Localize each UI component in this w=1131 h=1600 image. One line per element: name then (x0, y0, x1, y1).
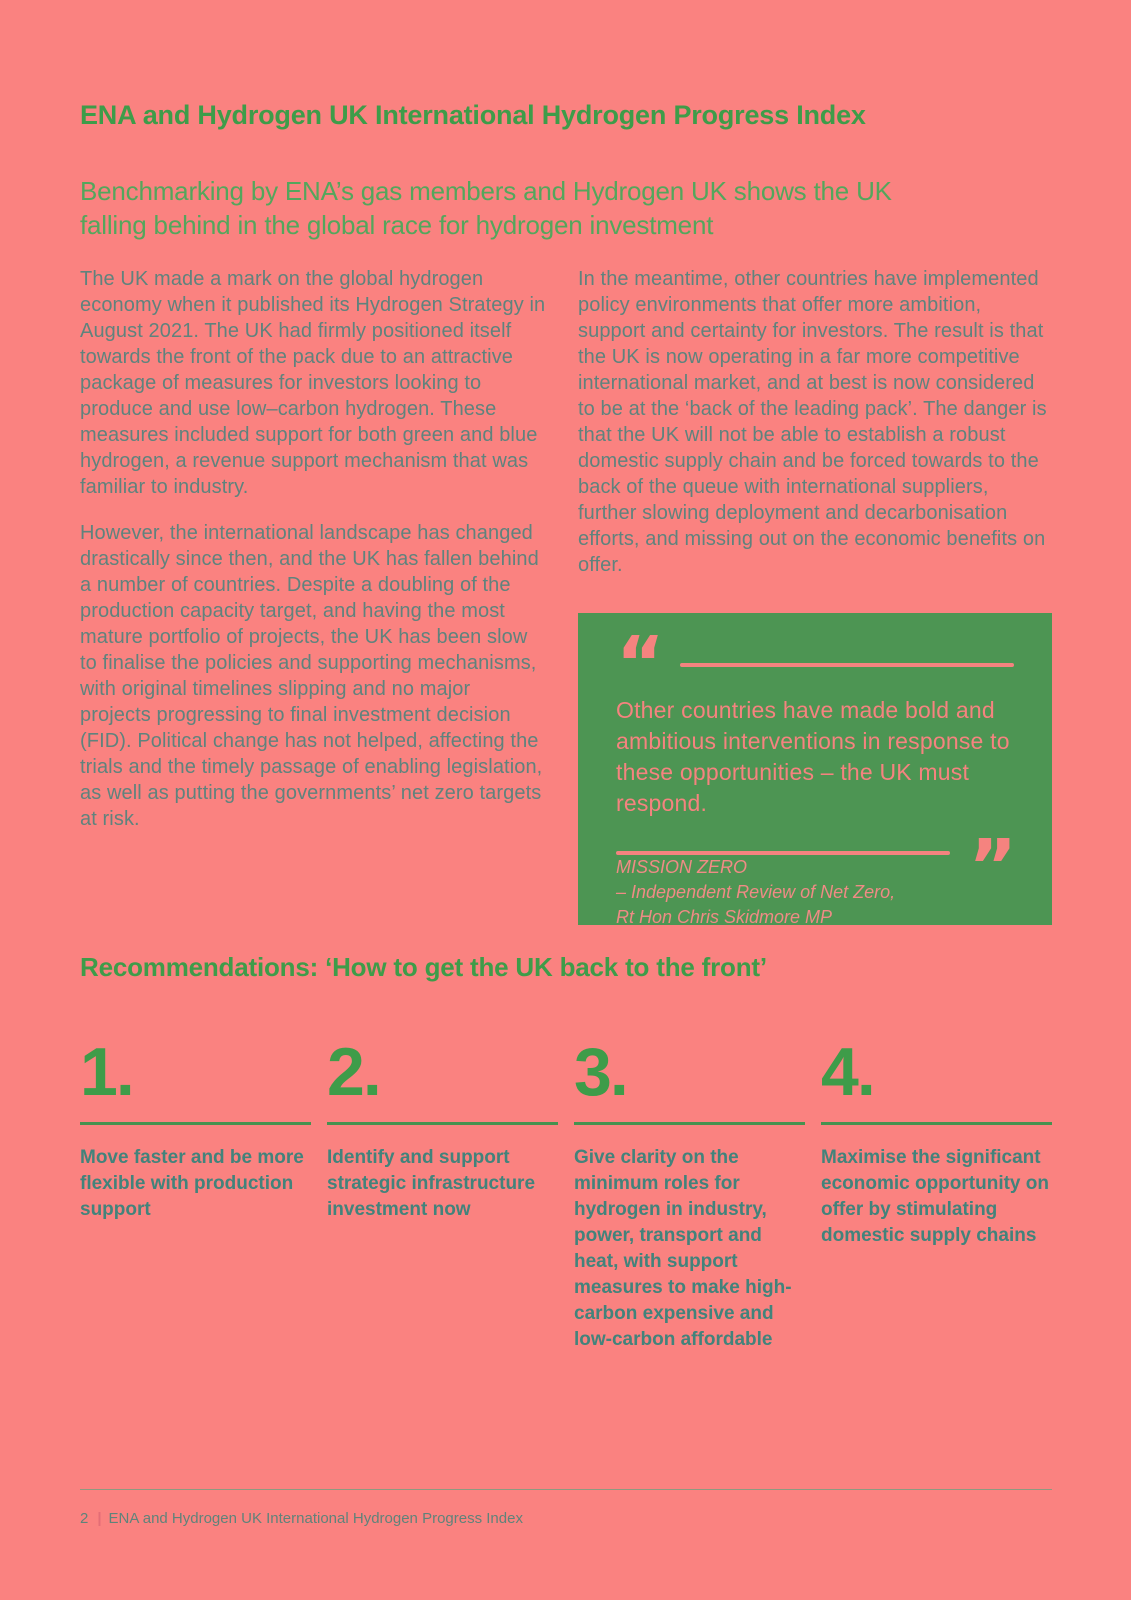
quote-text: Other countries have made bold and ambitious interventions in response to these opportunities – the UK must respond. (616, 697, 1010, 816)
quote-source-detail-2: Rt Hon Chris Skidmore MP (616, 907, 833, 927)
quote-top-rule (680, 663, 1014, 667)
footer-separator: | (97, 1510, 102, 1527)
recommendation-rule-3 (574, 1122, 805, 1125)
recommendation-number-4: 4. (821, 1034, 874, 1110)
intro-left-column (80, 266, 546, 852)
intro-paragraph-2: However, the international landscape has changed drastically since then, and the UK has fallen behind a number of countries. Despite a doubling of the production capacity target, and having the most mature portfolio of projects, the UK has been slow to finalise the policies and supporting mechanisms, with original timelines slipping and no major projects progressing to final investment decision (FID). Political change has not helped, affecting the trials and the timely passage of enabling legislation, as well as putting the governments’ net zero targets at risk. (80, 522, 543, 830)
recommendation-item-4 (821, 1032, 1052, 1353)
recommendation-item-3 (574, 1032, 805, 1353)
intro-paragraph-3: In the meantime, other countries have implemented policy environments that offer more ambition, support and certainty for investors. The result is that the UK is now operating in a far more competitive international market, and at best is now considered to be at the ‘back of the leading pack’. The danger is that the UK will not be able to establish a robust domestic supply chain and be forced towards to the back of the queue with international suppliers, further slowing deployment and decarbonisation efforts, and missing out on the economic benefits on offer. (578, 268, 1047, 576)
footer-page-number: 2 (80, 1510, 89, 1527)
page-title: ENA and Hydrogen UK International Hydrogen Progress Index (80, 100, 866, 130)
recommendation-text-1: Move faster and be more flexible with production support (80, 1147, 304, 1220)
pull-quote-box (578, 613, 1052, 925)
page-subtitle (80, 174, 1060, 242)
subtitle-line-2: falling behind in the global race for hydrogen investment (80, 210, 714, 240)
quote-attribution (616, 855, 956, 930)
recommendation-text-4: Maximise the significant economic opportunity on offer by stimulating domestic supply chains (821, 1147, 1049, 1246)
open-quote-icon: “ (616, 621, 662, 707)
recommendations-heading: Recommendations: ‘How to get the UK back to the front’ (80, 952, 767, 982)
footer (80, 1510, 523, 1527)
subtitle-line-1: Benchmarking by ENA’s gas members and Hydrogen UK shows the UK (80, 176, 892, 206)
recommendation-text-3: Give clarity on the minimum roles for hydrogen in industry, power, transport and heat, with support measures to make high-carbon expensive and low-carbon affordable (574, 1147, 792, 1350)
recommendation-item-2 (327, 1032, 558, 1353)
footer-divider (80, 1489, 1052, 1490)
recommendation-rule-4 (821, 1122, 1052, 1125)
intro-right-column (578, 266, 1050, 598)
recommendation-rule-2 (327, 1122, 558, 1125)
recommendation-number-2: 2. (327, 1034, 380, 1110)
intro-paragraph-1: The UK made a mark on the global hydrogen economy when it published its Hydrogen Strategy in August 2021. The UK had firmly positioned itself towards the front of the pack due to an attractive package of measures for investors looking to produce and use low–carbon hydrogen. These measures included support for both green and blue hydrogen, a revenue support mechanism that was familiar to industry. (80, 268, 546, 498)
recommendation-number-3: 3. (574, 1034, 627, 1110)
recommendation-number-1: 1. (80, 1034, 133, 1110)
recommendations-grid (80, 1032, 1052, 1353)
quote-source-name: MISSION ZERO (616, 857, 748, 877)
quote-open-row (616, 621, 1014, 707)
recommendation-text-2: Identify and support strategic infrastructure investment now (327, 1147, 536, 1220)
recommendation-item-1 (80, 1032, 311, 1353)
close-quote-icon: ” (968, 824, 1014, 910)
recommendation-rule-1 (80, 1122, 311, 1125)
footer-label: ENA and Hydrogen UK International Hydrogen Progress Index (108, 1510, 523, 1527)
quote-source-detail-1: – Independent Review of Net Zero, (616, 882, 896, 902)
